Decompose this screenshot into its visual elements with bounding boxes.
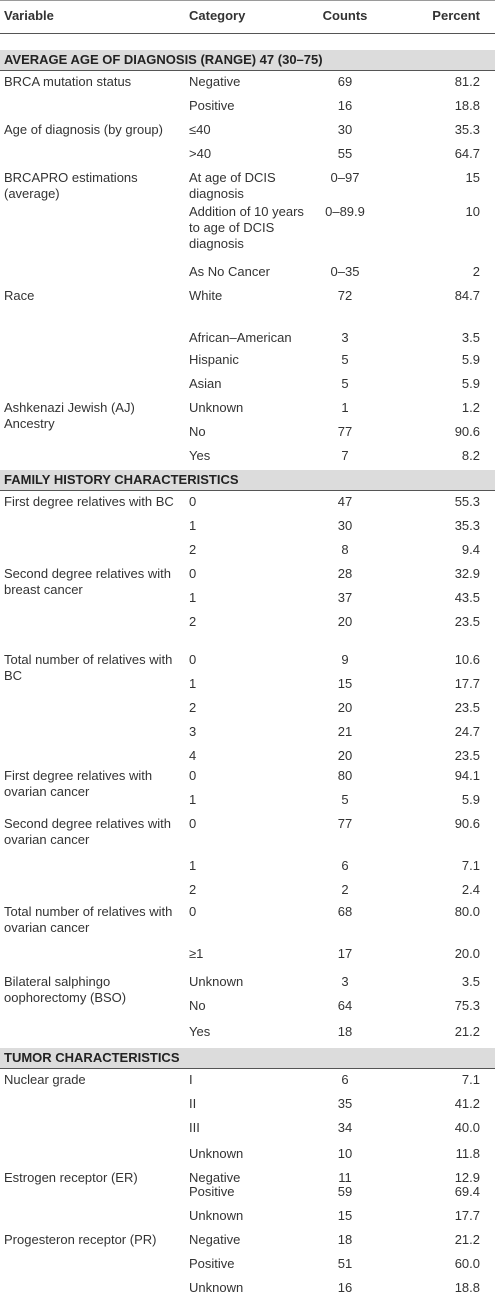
variable-cell: Total number of relatives with ovarian cancer: [4, 904, 173, 935]
category-cell: 0: [189, 768, 197, 783]
count-cell: 7: [341, 448, 349, 463]
percent-cell: 10.6: [454, 652, 480, 667]
count-cell: 69: [337, 74, 353, 89]
category-cell: 0: [189, 652, 197, 667]
category-cell: 0: [189, 566, 197, 581]
category-cell: 0: [189, 904, 197, 919]
category-cell: II: [189, 1096, 197, 1111]
header-rule: [0, 33, 495, 34]
section-title: FAMILY HISTORY CHARACTERISTICS: [4, 472, 239, 487]
category-cell: Unknown: [189, 1280, 244, 1295]
count-cell: 47: [337, 494, 353, 509]
category-cell: 0: [189, 816, 197, 831]
header-category: Category: [189, 8, 246, 23]
percent-cell: 40.0: [454, 1120, 480, 1135]
category-cell: No: [189, 424, 206, 439]
percent-cell: 81.2: [454, 74, 480, 89]
percent-cell: 3.5: [461, 330, 480, 345]
category-cell: 3: [189, 724, 197, 739]
header-percent: Percent: [432, 8, 480, 23]
count-cell: 3: [341, 974, 349, 989]
category-cell: Negative: [189, 1232, 241, 1247]
category-cell: I: [189, 1072, 193, 1087]
count-cell: 5: [341, 792, 349, 807]
category-cell: Positive: [189, 1256, 235, 1271]
variable-cell: Estrogen receptor (ER): [4, 1170, 138, 1185]
category-cell: Positive: [189, 1184, 235, 1199]
count-cell: 5: [341, 376, 349, 391]
count-cell: 0–35: [330, 264, 360, 279]
category-cell: 2: [189, 614, 197, 629]
percent-cell: 3.5: [461, 974, 480, 989]
category-cell: 1: [189, 518, 197, 533]
percent-cell: 10: [465, 204, 480, 219]
count-cell: 51: [337, 1256, 353, 1271]
count-cell: 6: [341, 858, 349, 873]
category-cell: Unknown: [189, 400, 244, 415]
count-cell: 2: [341, 882, 349, 897]
count-cell: 35: [337, 1096, 353, 1111]
percent-cell: 35.3: [454, 518, 480, 533]
count-cell: 15: [337, 676, 353, 691]
count-cell: 64: [337, 998, 353, 1013]
category-cell: 0: [189, 494, 197, 509]
category-cell: III: [189, 1120, 200, 1135]
percent-cell: 21.2: [454, 1024, 480, 1039]
category-cell: 4: [189, 748, 197, 763]
count-cell: 16: [337, 1280, 353, 1295]
variable-cell: BRCAPRO estimations (average): [4, 170, 138, 201]
count-cell: 8: [341, 542, 349, 557]
category-cell: 1: [189, 676, 197, 691]
percent-cell: 90.6: [454, 816, 480, 831]
category-cell: >40: [189, 146, 212, 161]
count-cell: 5: [341, 352, 349, 367]
percent-cell: 18.8: [454, 1280, 480, 1295]
variable-cell: First degree relatives with ovarian cancer: [4, 768, 153, 799]
category-cell: Unknown: [189, 974, 244, 989]
category-cell: Hispanic: [189, 352, 239, 367]
percent-cell: 7.1: [461, 1072, 480, 1087]
percent-cell: 23.5: [454, 700, 480, 715]
percent-cell: 1.2: [461, 400, 480, 415]
percent-cell: 15: [465, 170, 480, 185]
variable-cell: Second degree relatives with ovarian cancer: [4, 816, 171, 847]
percent-cell: 17.7: [454, 1208, 480, 1223]
percent-cell: 5.9: [461, 376, 480, 391]
section-rule: [0, 70, 495, 71]
count-cell: 16: [337, 98, 353, 113]
percent-cell: 5.9: [461, 792, 480, 807]
header-variable: Variable: [4, 8, 54, 23]
percent-cell: 43.5: [454, 590, 480, 605]
count-cell: 6: [341, 1072, 349, 1087]
percent-cell: 20.0: [454, 946, 480, 961]
percent-cell: 23.5: [454, 614, 480, 629]
variable-cell: Progesteron receptor (PR): [4, 1232, 157, 1247]
category-cell: Unknown: [189, 1208, 244, 1223]
percent-cell: 2: [472, 264, 480, 279]
percent-cell: 18.8: [454, 98, 480, 113]
count-cell: 30: [337, 518, 353, 533]
count-cell: 72: [337, 288, 353, 303]
category-cell: 2: [189, 542, 197, 557]
category-cell: Addition of 10 years to age of DCIS diagnosis: [189, 204, 304, 251]
header-count: Counts: [322, 8, 368, 23]
count-cell: 80: [337, 768, 353, 783]
variable-cell: First degree relatives with BC: [4, 494, 174, 509]
section-header: [0, 1048, 495, 1068]
variable-cell: Race: [4, 288, 35, 303]
count-cell: 10: [337, 1146, 353, 1161]
count-cell: 77: [337, 816, 353, 831]
percent-cell: 8.2: [461, 448, 480, 463]
percent-cell: 9.4: [461, 542, 480, 557]
percent-cell: 69.4: [454, 1184, 480, 1199]
percent-cell: 21.2: [454, 1232, 480, 1247]
percent-cell: 17.7: [454, 676, 480, 691]
category-cell: White: [189, 288, 223, 303]
category-cell: Unknown: [189, 1146, 244, 1161]
category-cell: Negative: [189, 1170, 241, 1185]
count-cell: 34: [337, 1120, 353, 1135]
percent-cell: 23.5: [454, 748, 480, 763]
variable-cell: Ashkenazi Jewish (AJ) Ancestry: [4, 400, 135, 431]
percent-cell: 94.1: [454, 768, 480, 783]
percent-cell: 84.7: [454, 288, 480, 303]
section-title: AVERAGE AGE OF DIAGNOSIS (RANGE) 47 (30–75): [4, 52, 323, 67]
top-rule: [0, 0, 495, 1]
count-cell: 0–89.9: [325, 204, 365, 219]
count-cell: 28: [337, 566, 353, 581]
category-cell: Yes: [189, 448, 211, 463]
variable-cell: Age of diagnosis (by group): [4, 122, 163, 137]
percent-cell: 11.8: [455, 1146, 480, 1161]
count-cell: 21: [337, 724, 353, 739]
section-header: [0, 470, 495, 490]
count-cell: 20: [337, 614, 353, 629]
category-cell: Positive: [189, 98, 235, 113]
percent-cell: 41.2: [454, 1096, 480, 1111]
category-cell: 1: [189, 858, 197, 873]
category-cell: Asian: [189, 376, 222, 391]
category-cell: ≥1: [189, 946, 204, 961]
category-cell: 1: [189, 590, 197, 605]
count-cell: 68: [337, 904, 353, 919]
count-cell: 37: [337, 590, 353, 605]
section-header: [0, 50, 495, 70]
variable-cell: Bilateral salphingo oophorectomy (BSO): [4, 974, 127, 1005]
category-cell: 2: [189, 700, 197, 715]
section-rule: [0, 490, 495, 491]
count-cell: 20: [337, 748, 353, 763]
percent-cell: 80.0: [454, 904, 480, 919]
percent-cell: 2.4: [461, 882, 480, 897]
count-cell: 11: [338, 1170, 352, 1185]
percent-cell: 55.3: [454, 494, 480, 509]
section-rule: [0, 1068, 495, 1069]
count-cell: 30: [337, 122, 353, 137]
count-cell: 55: [337, 146, 353, 161]
percent-cell: 64.7: [454, 146, 480, 161]
variable-cell: Total number of relatives with BC: [4, 652, 173, 683]
percent-cell: 35.3: [454, 122, 480, 137]
count-cell: 18: [337, 1024, 353, 1039]
category-cell: 2: [189, 882, 197, 897]
variable-cell: BRCA mutation status: [4, 74, 132, 89]
category-cell: African–American: [189, 330, 292, 345]
count-cell: 3: [341, 330, 349, 345]
category-cell: At age of DCIS diagnosis: [189, 170, 276, 201]
count-cell: 20: [337, 700, 353, 715]
count-cell: 18: [337, 1232, 353, 1247]
count-cell: 77: [337, 424, 353, 439]
count-cell: 1: [341, 400, 349, 415]
count-cell: 9: [341, 652, 349, 667]
count-cell: 15: [337, 1208, 353, 1223]
category-cell: ≤40: [189, 122, 211, 137]
percent-cell: 12.9: [454, 1170, 480, 1185]
percent-cell: 24.7: [454, 724, 480, 739]
section-title: TUMOR CHARACTERISTICS: [4, 1050, 180, 1065]
percent-cell: 90.6: [454, 424, 480, 439]
percent-cell: 75.3: [454, 998, 480, 1013]
category-cell: No: [189, 998, 206, 1013]
category-cell: Negative: [189, 74, 241, 89]
percent-cell: 5.9: [461, 352, 480, 367]
variable-cell: Nuclear grade: [4, 1072, 86, 1087]
category-cell: 1: [189, 792, 197, 807]
category-cell: As No Cancer: [189, 264, 270, 279]
variable-cell: Second degree relatives with breast cancer: [4, 566, 171, 597]
percent-cell: 7.1: [461, 858, 480, 873]
count-cell: 0–97: [330, 170, 360, 185]
percent-cell: 60.0: [454, 1256, 480, 1271]
count-cell: 59: [337, 1184, 353, 1199]
count-cell: 17: [337, 946, 353, 961]
category-cell: Yes: [189, 1024, 211, 1039]
percent-cell: 32.9: [454, 566, 480, 581]
